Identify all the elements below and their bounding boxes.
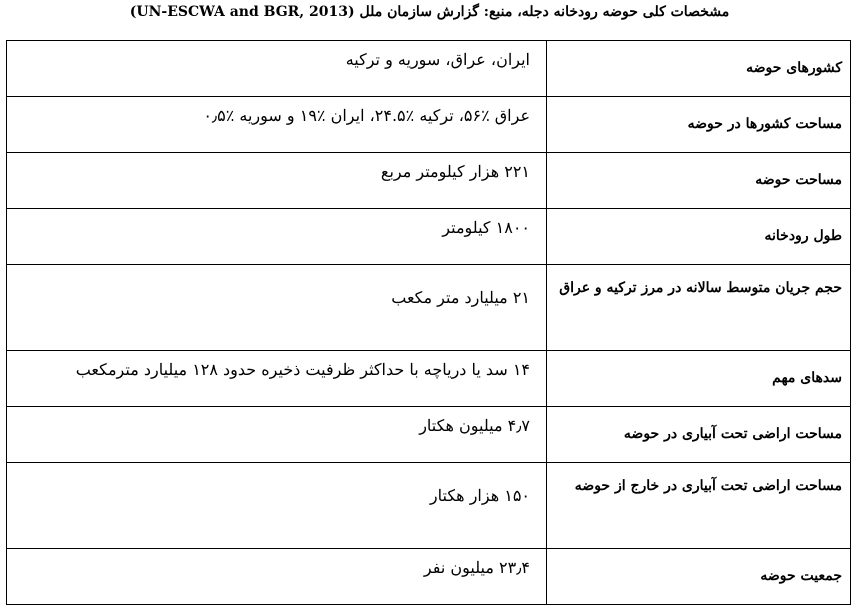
table-row	[7, 265, 851, 351]
table-row	[7, 407, 851, 463]
table-row	[7, 97, 851, 153]
row-value: ۲۳٫۴ میلیون نفر	[7, 549, 547, 605]
row-label: کشورهای حوضه	[547, 41, 851, 97]
table-row	[7, 209, 851, 265]
row-value: ۱۵۰ هزار هکتار	[7, 463, 547, 549]
basin-characteristics-table	[6, 40, 851, 605]
row-value: ۱۴ سد یا دریاچه با حداکثر ظرفیت ذخیره حدود ۱۲۸ میلیارد مترمکعب	[7, 351, 547, 407]
row-label: مساحت اراضی تحت آبیاری در حوضه	[547, 407, 851, 463]
row-value: ۲۲۱ هزار کیلومتر مربع	[7, 153, 547, 209]
row-label: سدهای مهم	[547, 351, 851, 407]
row-value: ۱۸۰۰ کیلومتر	[7, 209, 547, 265]
table-row	[7, 351, 851, 407]
row-label: طول رودخانه	[547, 209, 851, 265]
table-row	[7, 41, 851, 97]
table-row	[7, 153, 851, 209]
table-row	[7, 549, 851, 605]
row-value: ایران، عراق، سوریه و ترکیه	[7, 41, 547, 97]
row-label: مساحت حوضه	[547, 153, 851, 209]
row-label: حجم جریان متوسط سالانه در مرز ترکیه و عراق	[547, 265, 851, 351]
row-value: ۲۱ میلیارد متر مکعب	[7, 265, 547, 351]
row-value: عراق ٪۵۶، ترکیه ٪۲۴.۵، ایران ٪۱۹ و سوریه ٪۰٫۵	[7, 97, 547, 153]
table-caption: مشخصات کلی حوضه رودخانه دجله، منبع: گزارش سازمان ملل (UN-ESCWA and BGR, 2013)	[129, 4, 730, 20]
row-label: مساحت کشورها در حوضه	[547, 97, 851, 153]
row-label: مساحت اراضی تحت آبیاری در خارج از حوضه	[547, 463, 851, 549]
table-row	[7, 463, 851, 549]
row-label: جمعیت حوضه	[547, 549, 851, 605]
row-value: ۴٫۷ میلیون هکتار	[7, 407, 547, 463]
